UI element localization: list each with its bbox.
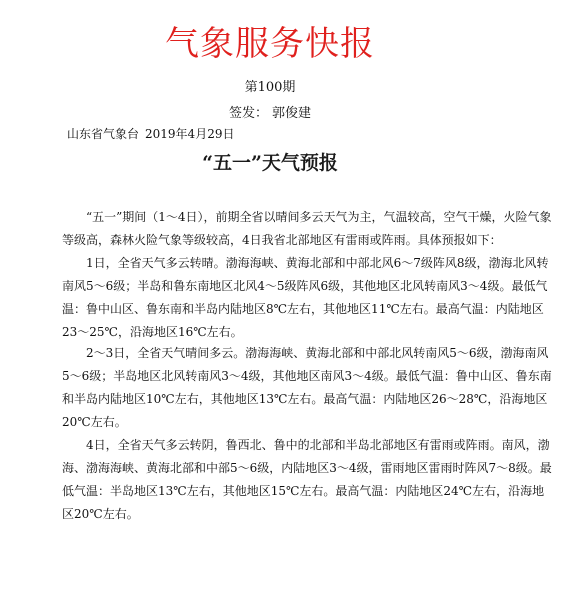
forecast-summary-paragraph: “五一”期间（1～4日），前期全省以晴间多云天气为主，气温较高，空气干燥，火险气象等级高，森林火险气象等级较高，4日我省北部地区有雷雨或阵雨。具体预报如下： bbox=[62, 210, 552, 247]
issuer-and-date bbox=[67, 126, 234, 142]
signer-name: 郭俊建 bbox=[272, 106, 312, 121]
issue-number: 第100期 bbox=[244, 80, 296, 95]
forecast-day2-3-paragraph: 2～3日，全省天气晴间多云。渤海海峡、黄海北部和中部北风转南风5～6级，渤海南风5～6级；半岛地区北风转南风3～4级，其他地区南风3～4级。最低气温：鲁中山区、鲁东南和半岛内陆地区10℃左右，其他地区13℃左右。最高气温：内陆地区26～28℃，沿海地区20℃左右。 bbox=[62, 346, 552, 429]
issuing-organization: 山东省气象台 bbox=[67, 127, 140, 141]
bulletin-masthead: 气象服务快报 bbox=[165, 24, 375, 64]
forecast-body bbox=[62, 206, 556, 526]
issue-date: 2019年4月29日 bbox=[145, 127, 235, 141]
forecast-day1-paragraph: 1日，全省天气多云转晴。渤海海峡、黄海北部和中部北风6～7级阵风8级，渤海北风转南风5～6级；半岛和鲁东南地区北风4～5级阵风6级，其他地区北风转南风3～4级。最低气温：鲁中山区、鲁东南和半岛内陆地区8℃左右，其他地区11℃左右。最高气温：内陆地区23～25℃，沿海地区16℃左右。 bbox=[62, 256, 549, 339]
signer-label: 签发： bbox=[228, 106, 268, 121]
signer-line bbox=[0, 105, 540, 123]
forecast-headline: “五一”天气预报 bbox=[202, 152, 338, 174]
forecast-day4-paragraph: 4日，全省天气多云转阴，鲁西北、鲁中的北部和半岛北部地区有雷雨或阵雨。南风，渤海、渤海海峡、黄海北部和中部5～6级，内陆地区3～4级，雷雨地区雷雨时阵风7～8级。最低气温：半岛地区13℃左右，其他地区15℃左右。最高气温：内陆地区24℃左右，沿海地区20℃左右。 bbox=[62, 438, 552, 521]
